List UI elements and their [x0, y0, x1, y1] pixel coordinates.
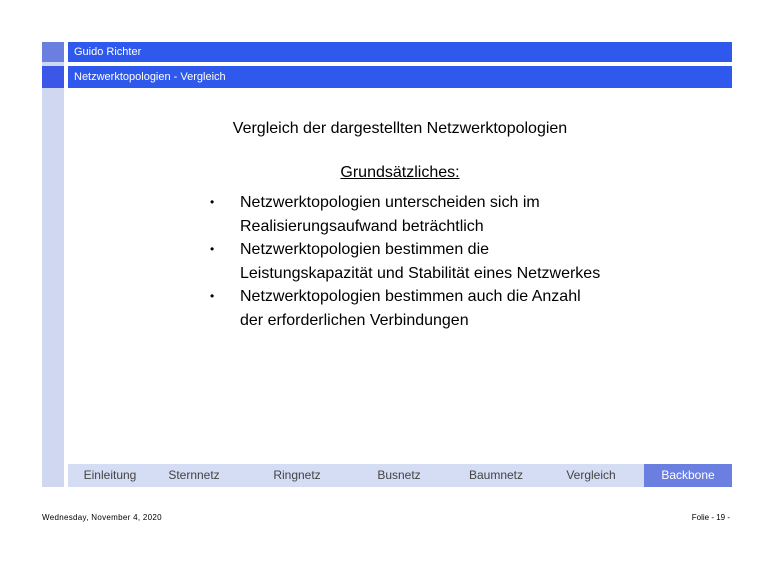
slide-number: Folie - 19 -	[691, 513, 730, 522]
accent-block-top	[42, 42, 64, 62]
bullet-marker: •	[210, 242, 215, 256]
nav-link-ringnetz[interactable]: Ringnetz	[273, 468, 321, 482]
bullet-marker: •	[210, 195, 215, 209]
bullet-line: Realisierungsaufwand beträchtlich	[240, 217, 484, 235]
nav-link-einleitung[interactable]: Einleitung	[83, 468, 137, 482]
nav-link-vergleich[interactable]: Vergleich	[566, 468, 616, 482]
nav-link-baumnetz[interactable]: Baumnetz	[468, 468, 524, 482]
bullet-line: der erforderlichen Verbindungen	[240, 311, 469, 329]
bullet-marker: •	[210, 289, 215, 303]
nav-link-backbone[interactable]: Backbone	[644, 464, 732, 487]
author-header: Guido Richter	[68, 42, 732, 62]
section-header: Netzwerktopologien - Vergleich	[68, 66, 732, 88]
nav-link-sternnetz[interactable]: Sternnetz	[168, 468, 220, 482]
section-nav-bar	[68, 464, 732, 487]
nav-link-busnetz[interactable]: Busnetz	[377, 468, 421, 482]
bullet-item	[210, 238, 680, 285]
bullet-line: Netzwerktopologien bestimmen die	[240, 241, 490, 258]
accent-block-second	[42, 66, 64, 88]
bullet-line: Leistungskapazität und Stabilität eines Netzwerkes	[240, 264, 601, 282]
bullet-item	[210, 191, 680, 238]
bullet-line: Netzwerktopologien bestimmen auch die Anzahl	[240, 288, 581, 305]
slide-subtitle: Grundsätzliches:	[340, 164, 460, 181]
left-accent-bar	[42, 42, 64, 487]
bullet-line: Netzwerktopologien unterscheiden sich im	[240, 194, 540, 211]
slide-title: Vergleich der dargestellten Netzwerktopologien	[232, 120, 568, 137]
bullet-item	[210, 285, 680, 332]
bullet-list	[210, 191, 680, 332]
footer-date: Wednesday, November 4, 2020	[42, 513, 162, 522]
